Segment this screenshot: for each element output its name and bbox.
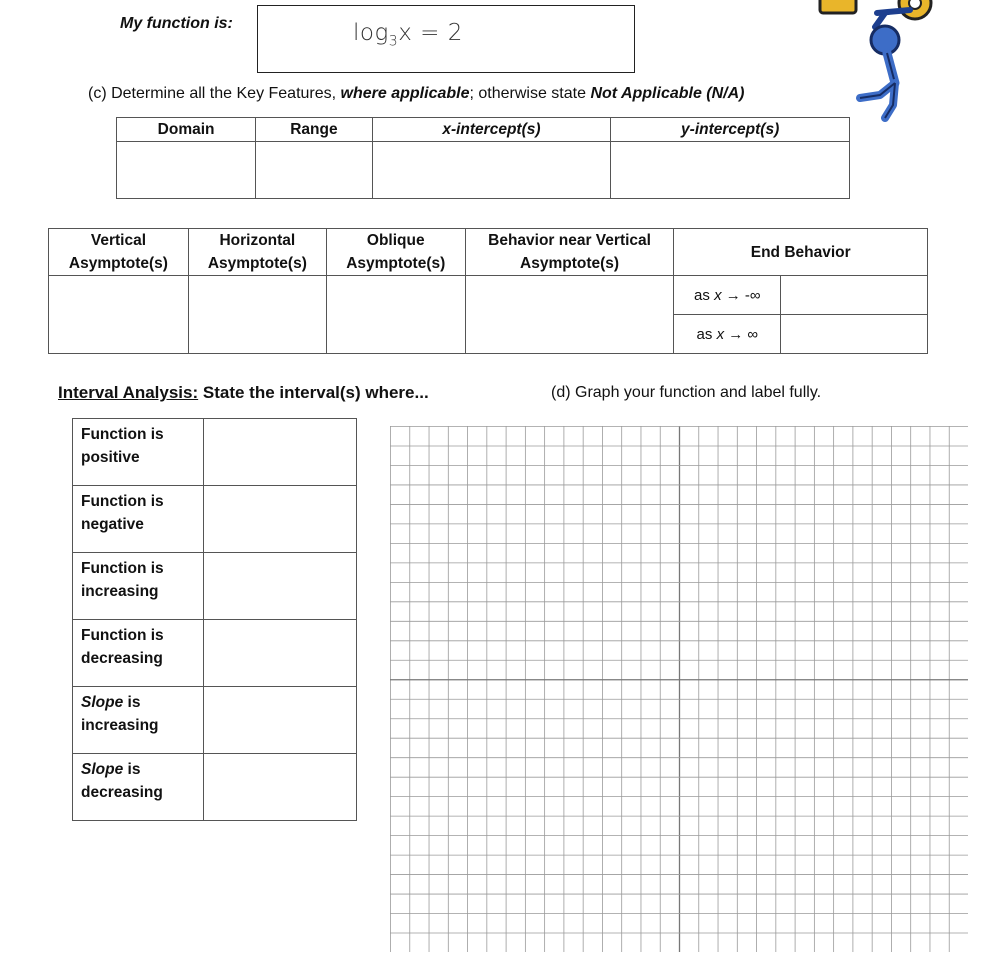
x-intercept-answer-cell[interactable] <box>372 142 611 199</box>
positive-answer-cell[interactable] <box>204 419 357 486</box>
table-row <box>73 553 357 620</box>
y-intercept-header: y-intercept(s) <box>611 118 850 142</box>
table-row <box>73 754 357 821</box>
interval-analysis-title <box>58 383 429 403</box>
my-function-label: My function is: <box>120 15 233 32</box>
function-base: 3 <box>388 33 399 50</box>
oblique-asymptote-cell[interactable] <box>326 276 465 354</box>
interval-analysis-rest: State the interval(s) where... <box>198 383 429 402</box>
part-c-instructions <box>88 85 745 103</box>
horizontal-asymptote-header: Horizontal Asymptote(s) <box>188 229 326 276</box>
part-c-middle: ; otherwise state <box>469 85 591 102</box>
stick-figure-key-icon <box>815 0 945 125</box>
increasing-answer-cell[interactable] <box>204 553 357 620</box>
part-d-instructions: (d) Graph your function and label fully. <box>551 384 822 401</box>
range-answer-cell[interactable] <box>256 142 372 199</box>
interval-row-label: Slope is decreasing <box>73 754 204 821</box>
y-intercept-answer-cell[interactable] <box>611 142 850 199</box>
graph-grid[interactable] <box>390 426 968 952</box>
interval-row-label: Slope is increasing <box>73 687 204 754</box>
part-c-emphasis: where applicable <box>340 85 470 102</box>
table-row <box>73 687 357 754</box>
domain-header: Domain <box>117 118 256 142</box>
vertical-asymptote-cell[interactable] <box>49 276 189 354</box>
interval-analysis-underlined: Interval Analysis: <box>58 383 199 402</box>
function-equation: x = 2 <box>398 20 463 46</box>
behavior-near-va-header: Behavior near Vertical Asymptote(s) <box>465 229 674 276</box>
as-x-pos-inf-label: as x → ∞ <box>674 315 781 354</box>
function-text <box>353 20 463 50</box>
part-c-na: Not Applicable (N/A) <box>590 85 745 102</box>
behavior-near-va-cell[interactable] <box>465 276 674 354</box>
end-behavior-header: End Behavior <box>674 229 928 276</box>
decreasing-answer-cell[interactable] <box>204 620 357 687</box>
as-x-neg-inf-label: as x → -∞ <box>674 276 781 315</box>
x-intercept-header: x-intercept(s) <box>372 118 611 142</box>
range-header: Range <box>256 118 372 142</box>
table-row <box>73 419 357 486</box>
function-log: log <box>353 20 389 46</box>
part-c-prefix: (c) Determine all the Key Features, <box>88 85 341 102</box>
as-x-neg-inf-cell[interactable] <box>781 276 928 315</box>
interval-row-label: Function is decreasing <box>73 620 204 687</box>
slope-decreasing-answer-cell[interactable] <box>204 754 357 821</box>
interval-table <box>72 418 357 821</box>
asymptote-table <box>48 228 928 354</box>
horizontal-asymptote-cell[interactable] <box>188 276 326 354</box>
slope-increasing-answer-cell[interactable] <box>204 687 357 754</box>
oblique-asymptote-header: Oblique Asymptote(s) <box>326 229 465 276</box>
table-row <box>73 620 357 687</box>
domain-answer-cell[interactable] <box>117 142 256 199</box>
interval-row-label: Function is positive <box>73 419 204 486</box>
interval-row-label: Function is increasing <box>73 553 204 620</box>
as-x-pos-inf-cell[interactable] <box>781 315 928 354</box>
negative-answer-cell[interactable] <box>204 486 357 553</box>
key-features-table <box>116 117 850 199</box>
table-row <box>73 486 357 553</box>
vertical-asymptote-header: Vertical Asymptote(s) <box>49 229 189 276</box>
interval-row-label: Function is negative <box>73 486 204 553</box>
